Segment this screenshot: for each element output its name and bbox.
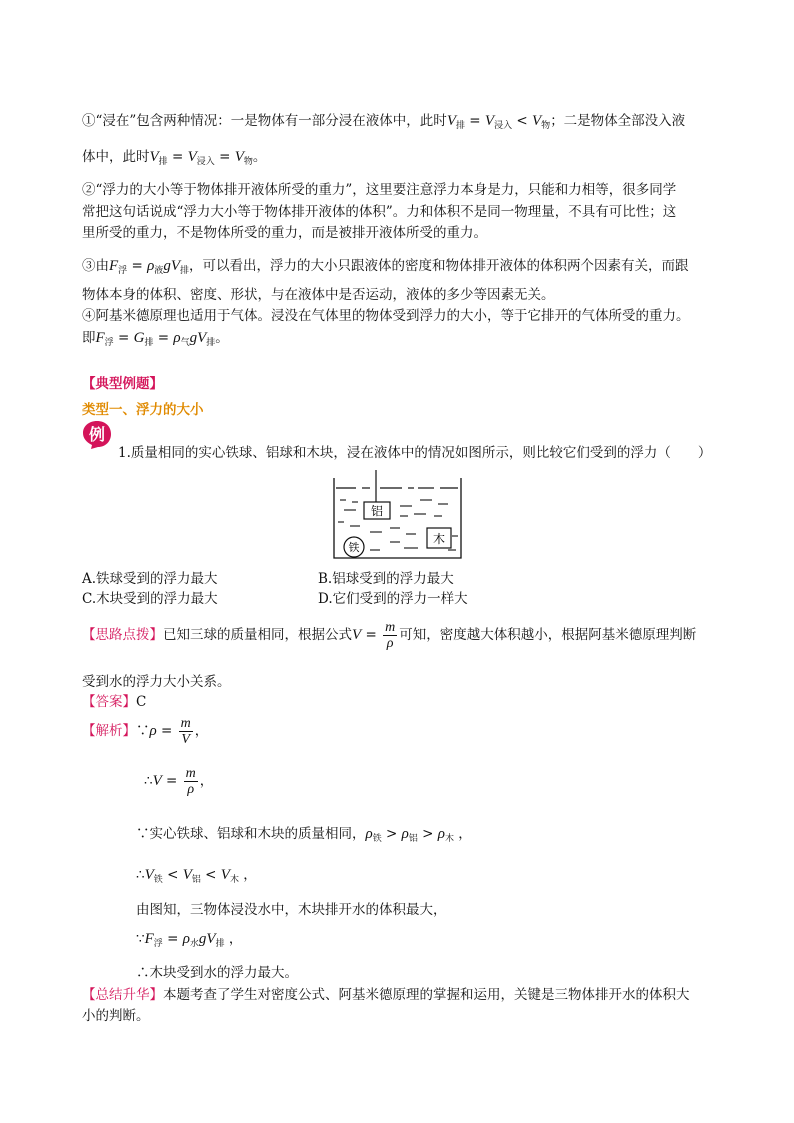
summary-label: 【总结升华】 bbox=[82, 987, 163, 1003]
analysis-step-6: $\because F_浮 = \rho_水gV_排$ ， bbox=[136, 931, 243, 949]
answer-label: 【答案】 bbox=[82, 694, 136, 710]
type-title: 类型一、浮力的大小 bbox=[82, 402, 204, 418]
note-3-line-1: ③由$F_浮 = \rho_液gV_排$，可以看出，浮力的大小只跟液体的密度和物体排开液体的体积两个因素有关，而跟 bbox=[82, 258, 689, 276]
note-1-line-1: ①“浸在”包含两种情况：一是物体有一部分浸在液体中，此时$V_排 = V_{浸入} < V_物$；二是物体全部没入液 bbox=[82, 113, 686, 131]
note-4-line-2: 即$F_浮 = G_排 = \rho_气gV_排$。 bbox=[82, 330, 229, 348]
hint-label: 【思路点拨】 bbox=[82, 627, 163, 643]
section-title: 【典型例题】 bbox=[82, 376, 163, 392]
formula-volume-derived: V = $\frac{m}{\rho}$ ， bbox=[152, 766, 214, 797]
hint-line-1: 【思路点拨】已知三球的质量相同，根据公式V = $\frac{m}{\rho}$ 可知，密度越大体积越小，根据阿基米德原理判断 bbox=[82, 620, 697, 651]
note-3-line-2: 物体本身的体积、密度、形状，与在液体中是否运动，液体的多少等因素无关。 bbox=[82, 287, 555, 303]
formula-v-partial: $V_排 = V_{浸入} < V_物$ bbox=[446, 113, 551, 131]
hint-line-2: 受到水的浮力大小关系。 bbox=[82, 674, 231, 690]
badge-label: 例 bbox=[88, 425, 106, 444]
analysis-step-3: ∵实心铁球、铝球和木块的质量相同，$\rho_铁 > \rho_铝 > \rho_木$ ， bbox=[136, 826, 472, 844]
answer-value: C bbox=[136, 694, 147, 710]
option-b: B.铝球受到的浮力最大 bbox=[318, 571, 454, 587]
option-c: C.木块受到的浮力最大 bbox=[82, 591, 218, 607]
formula-buoyancy: $F_浮 = \rho_液gV_排$ bbox=[109, 258, 189, 276]
option-d: D.它们受到的浮力一样大 bbox=[318, 591, 468, 607]
formula-v-full: $V_排 = V_{浸入} = V_物$ bbox=[149, 149, 253, 167]
aluminum-label: 铝 bbox=[370, 504, 384, 518]
liquid-container-figure bbox=[330, 470, 465, 565]
answer-line bbox=[82, 690, 146, 710]
analysis-step-4: $\therefore V_铁 < V_铝 < V_木$ ， bbox=[136, 867, 257, 885]
analysis-label: 【解析】 bbox=[82, 723, 136, 739]
summary-line-1: 【总结升华】本题考查了学生对密度公式、阿基米德原理的掌握和运用，关键是三物体排开水的体积大 bbox=[82, 987, 690, 1003]
iron-label: 铁 bbox=[348, 541, 360, 554]
formula-density-compare: $\rho_铁 > \rho_铝 > \rho_木$ ， bbox=[365, 826, 472, 844]
note-2-line-1: ②“浮力的大小等于物体排开液体所受的重力”，这里要注意浮力本身是力，只能和力相等，很多同学 bbox=[82, 182, 677, 198]
analysis-step-1: 【解析】∵ρ = $\frac{m}{V}$ ， bbox=[82, 716, 209, 747]
example-badge-icon bbox=[82, 420, 112, 450]
option-a: A.铁球受到的浮力最大 bbox=[82, 571, 218, 587]
formula-volume: V = $\frac{m}{\rho}$ bbox=[352, 620, 396, 651]
note-1-line-2: 体中，此时$V_排 = V_{浸入} = V_物$。 bbox=[82, 149, 267, 167]
analysis-step-5: 由图知，三物体浸没水中，木块排开水的体积最大， bbox=[136, 902, 447, 918]
question-text: 1.质量相同的实心铁球、铝球和木块，浸在液体中的情况如图所示，则比较它们受到的浮力（ ） bbox=[118, 445, 712, 461]
formula-volume-compare: $V_铁 < V_铝 < V_木$ ， bbox=[144, 867, 257, 885]
formula-buoyancy-water: $F_浮 = \rho_水gV_排$ ， bbox=[144, 931, 243, 949]
analysis-step-7: ∴木块受到水的浮力最大。 bbox=[136, 965, 298, 981]
analysis-step-2: ∴V = $\frac{m}{\rho}$ ， bbox=[144, 766, 214, 797]
summary-line-2: 小的判断。 bbox=[82, 1008, 150, 1024]
wood-label: 木 bbox=[432, 532, 446, 546]
note-2-line-2: 常把这句话说成“浮力大小等于物体排开液体的体积”。力和体积不是同一物理量，不具有可比性；这 bbox=[82, 204, 677, 220]
formula-density: ρ = $\frac{m}{V}$ ， bbox=[149, 716, 209, 747]
note-2-line-3: 里所受的重力，不是物体所受的重力，而是被排开液体所受的重力。 bbox=[82, 225, 487, 241]
formula-gas-buoyancy: $F_浮 = G_排 = \rho_气gV_排$ bbox=[95, 330, 216, 348]
note-4-line-1: ④阿基米德原理也适用于气体。浸没在气体里的物体受到浮力的大小，等于它排开的气体所受的重力。 bbox=[82, 308, 690, 324]
